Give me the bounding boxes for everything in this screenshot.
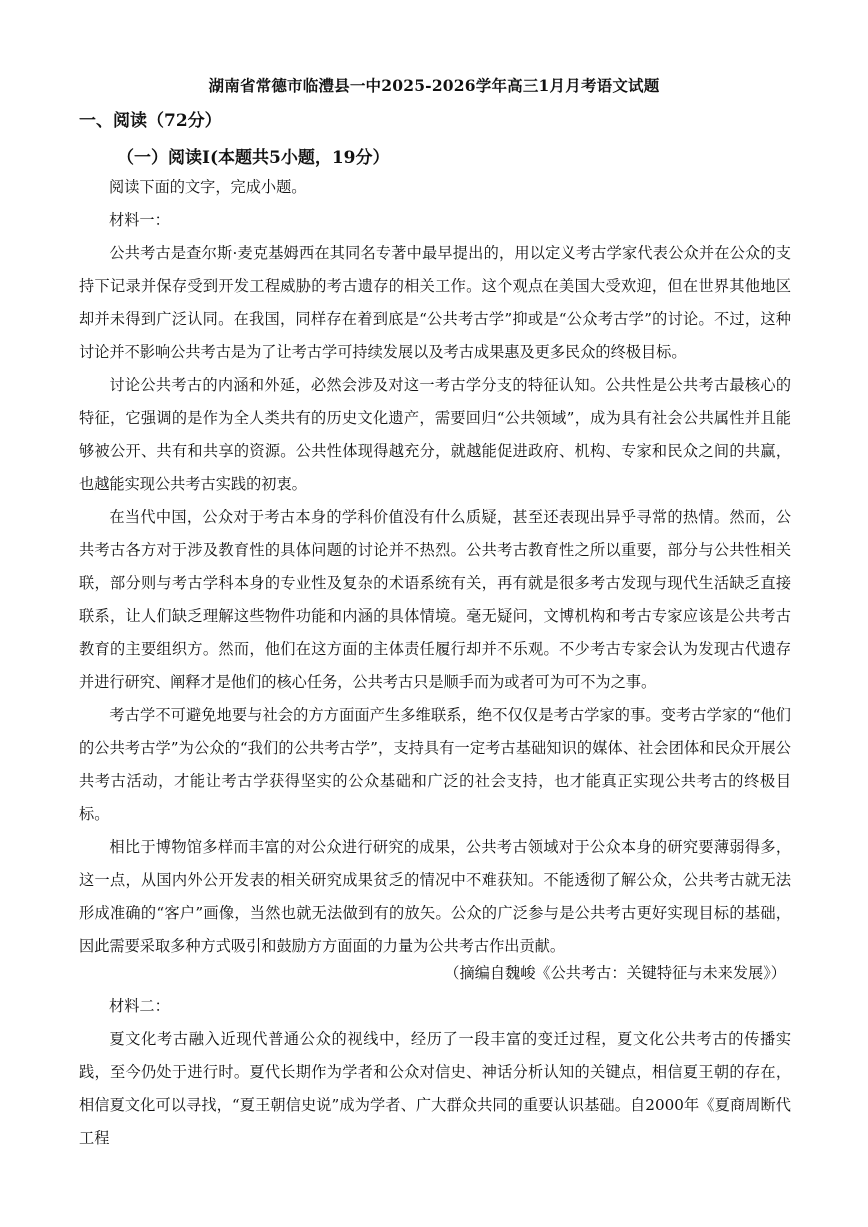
material-one-paragraph: 公共考古是查尔斯·麦克基姆西在其同名专著中最早提出的，用以定义考古学家代表公众并在公众的支持下记录并保存受到开发工程威胁的考古遗存的相关工作。这个观点在美国大受欢迎，但在世界其他地区却并未得到广泛认同。在我国，同样存在着到底是“公共考古学”抑或是“公众考古学”的讨论。不过，这种讨论并不影响公共考古是为了让考古学可持续发展以及考古成果惠及更多民众的终极目标。 <box>79 244 791 361</box>
material-one-label: 材料一： <box>109 211 170 229</box>
sub-heading: （一）阅读I(本题共5小题，19分） <box>117 148 390 168</box>
material-two-paragraph: 夏文化考古融入近现代普通公众的视线中，经历了一段丰富的变迁过程，夏文化公共考古的传播实践，至今仍处于进行时。夏代长期作为学者和公众对信史、神话分析认知的关键点，相信夏王朝的存在，相信夏文化可以寻找，“夏王朝信史说”成为学者、广大群众共同的重要认识基础。自2000年《夏商周断代工程 <box>79 1030 791 1147</box>
material-one-paragraph: 相比于博物馆多样而丰富的对公众进行研究的成果，公共考古领域对于公众本身的研究要薄弱得多，这一点，从国内外公开发表的相关研究成果贫乏的情况中不难获知。不能透彻了解公众，公共考古就无法形成准确的“客户”画像，当然也就无法做到有的放矢。公众的广泛参与是公共考古更好实现目标的基础，因此需要采取多种方式吸引和鼓励方方面面的力量为公共考古作出贡献。 <box>79 838 791 955</box>
material-one-paragraph: 考古学不可避免地要与社会的方方面面产生多维联系，绝不仅仅是考古学家的事。变考古学家的“他们的公共考古学”为公众的“我们的公共考古学”，支持具有一定考古基础知识的媒体、社会团体和民众开展公共考古活动，才能让考古学获得坚实的公众基础和广泛的社会支持，也才能真正实现公共考古的终极目标。 <box>79 706 791 823</box>
material-one-body <box>79 237 791 963</box>
material-two-body <box>79 1023 791 1155</box>
material-two-label: 材料二： <box>109 997 170 1015</box>
instruction-text: 阅读下面的文字，完成小题。 <box>109 178 307 196</box>
section-heading: 一、阅读（72分） <box>79 111 222 131</box>
material-one-paragraph: 讨论公共考古的内涵和外延，必然会涉及对这一考古学分支的特征认知。公共性是公共考古最核心的特征，它强调的是作为全人类共有的历史文化遗产，需要回归“公共领域”，成为具有社会公共属性并且能够被公开、共有和共享的资源。公共性体现得越充分，就越能促进政府、机构、专家和民众之间的共赢，也越能实现公共考古实践的初衷。 <box>79 376 791 493</box>
exam-title: 湖南省常德市临澧县一中2025-2026学年高三1月月考语文试题 <box>208 76 660 95</box>
material-one-source: （摘编自魏峻《公共考古：关键特征与未来发展》） <box>444 964 786 982</box>
material-one-paragraph: 在当代中国，公众对于考古本身的学科价值没有什么质疑，甚至还表现出异乎寻常的热情。然而，公共考古各方对于涉及教育性的具体问题的讨论并不热烈。公共考古教育性之所以重要，部分与公共性相关联，部分则与考古学科本身的专业性及复杂的术语系统有关，再有就是很多考古发现与现代生活缺乏直接联系，让人们缺乏理解这些物件功能和内涵的具体情境。毫无疑问，文博机构和考古专家应该是公共考古教育的主要组织方。然而，他们在这方面的主体责任履行却并不乐观。不少考古专家会认为发现古代遗存并进行研究、阐释才是他们的核心任务，公共考古只是顺手而为或者可为可不为之事。 <box>79 508 791 691</box>
